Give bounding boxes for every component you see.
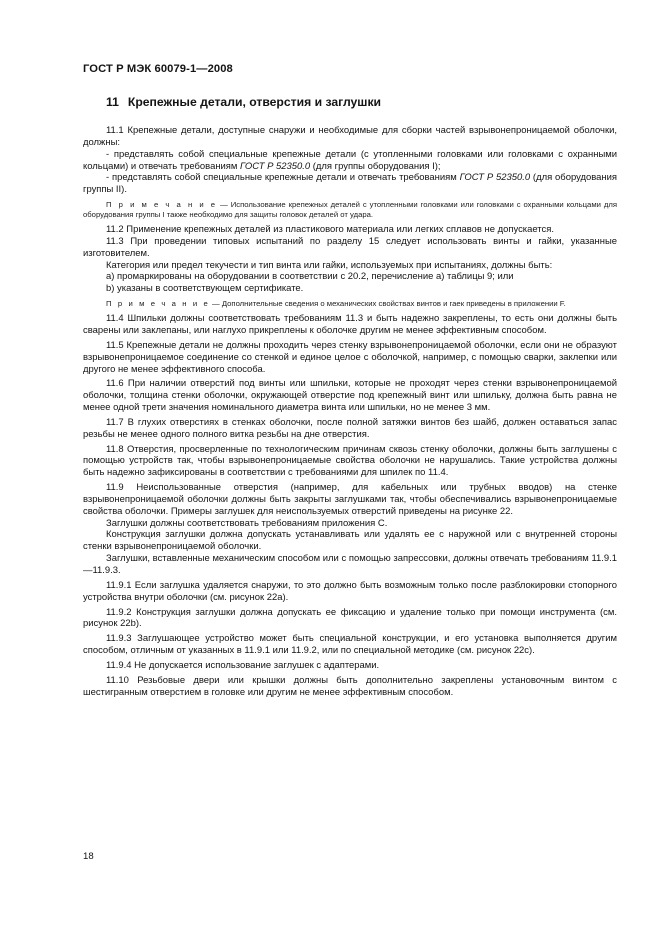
clause-11-6: 11.6 При наличии отверстий под винты или шпильки, которые не проходят через стенки взрывонепроницаемой оболочки, толщина стенки оболочки, окружающей отверстие под крепежный винт или шпильку, должна быть равна не менее одной трети значения номинального диаметра винта или шпильки, но не менее 3 мм. bbox=[83, 378, 617, 414]
document-header: ГОСТ Р МЭК 60079-1—2008 bbox=[83, 63, 233, 75]
clause-11-5: 11.5 Крепежные детали не должны проходить через стенку взрывонепроницаемой оболочки, если они не образуют взрывонепроницаемое соединение со стенкой и единое целое с оболочкой, например, с помощью сварки, заклепки или другого не менее эффективного способа. bbox=[83, 339, 617, 375]
standard-reference: ГОСТ Р 52350.0 bbox=[459, 172, 531, 184]
standard-reference: ГОСТ Р 52350.0 bbox=[240, 160, 311, 172]
clause-11-9-annex: Заглушки должны соответствовать требованиям приложения С. bbox=[106, 517, 388, 529]
note-1: П р и м е ч а н и е — Использование крепежных деталей с утопленными головками или головками с охранными кольцами для оборудования группы I также необходимо для защиты головок деталей от удара. bbox=[83, 200, 617, 220]
note-2: П р и м е ч а н и е — Дополнительные сведения о механических свойствах винтов и гаек приведены в приложении F. bbox=[106, 299, 566, 309]
clause-11-8: 11.8 Отверстия, просверленные по технологическим причинам сквозь стенку оболочки, должны быть заглушены с помощью устройств так, чтобы взрывонепроницаемые свойства оболочки не нарушались. Такие устройства должны быть надежно зафиксированы в соответствии с требованиями для шпилек по 11.4. bbox=[83, 443, 617, 479]
clause-11-9: 11.9 Неиспользованные отверстия (например, для кабельных или трубных вводов) на стенке взрывонепроницаемой оболочки должны быть закрыты заглушками так, чтобы обеспечивались взрывонепроницаемые свойства оболочки. Примеры заглушек для неиспользуемых отверстий приведены на рисунке 22. bbox=[83, 482, 617, 517]
clause-11-1-bullet-2: - представлять собой специальные крепежные детали и отвечать требованиям ГОСТ Р 52350.0 (для оборудования группы II). bbox=[83, 172, 618, 196]
section-number: 11 bbox=[106, 95, 119, 109]
note-label: П р и м е ч а н и е bbox=[106, 200, 218, 210]
clause-11-2: 11.2 Применение крепежных деталей из пластикового материала или легких сплавов не допускается. bbox=[106, 224, 554, 236]
page-number: 18 bbox=[83, 851, 94, 862]
clause-11-3-item-b: b) указаны в соответствующем сертификате. bbox=[106, 283, 304, 295]
clause-11-10: 11.10 Резьбовые двери или крышки должны быть дополнительно закреплены установочным винтом с шестигранным отверстием в головке или другим не менее эффективным способом. bbox=[83, 674, 617, 698]
clause-11-1: 11.1 Крепежные детали, доступные снаружи и необходимые для сборки частей взрывонепроницаемой оболочки, должны: bbox=[83, 125, 617, 148]
note-label: П р и м е ч а н и е bbox=[106, 299, 210, 309]
clause-11-9-1: 11.9.1 Если заглушка удаляется снаружи, то это должно быть возможным только после разблокировки стопорного устройства внутри оболочки (см. рисунок 22a). bbox=[83, 579, 617, 603]
clause-11-9-requirements: Заглушки, вставленные механическим способом или с помощью запрессовки, должны отвечать требованиям 11.9.1—11.9.3. bbox=[83, 553, 617, 576]
clause-11-4: 11.4 Шпильки должны соответствовать требованиям 11.3 и быть надежно закреплены, то есть они должны быть сварены или заклепаны, или наглухо прикреплены к оболочке другим не менее эффективным способом. bbox=[83, 313, 617, 336]
clause-11-9-4: 11.9.4 Не допускается использование заглушек с адаптерами. bbox=[106, 659, 380, 671]
clause-11-3-item-a: a) промаркированы на оборудовании в соответствии с 20.2, перечисление a) таблицы 9; или bbox=[106, 271, 514, 283]
section-heading bbox=[106, 95, 381, 109]
section-title-text: Крепежные детали, отверстия и заглушки bbox=[127, 95, 382, 109]
clause-11-1-bullet-1: - представлять собой специальные крепежные детали (с утопленными головками или головками с охранными кольцами) и отвечать требованиям ГОСТ Р 52350.0 (для группы оборудования I); bbox=[83, 148, 617, 172]
clause-11-9-2: 11.9.2 Конструкция заглушки должна допускать ее фиксацию и удаление только при помощи инструмента (см. рисунок 22b). bbox=[83, 606, 617, 630]
section-body bbox=[83, 125, 617, 698]
clause-11-9-3: 11.9.3 Заглушающее устройство может быть специальной конструкции, и его установка выполняется другим способом, отличным от указанных в 11.9.1 или 11.9.2, или по специальной методике (см. рисунок 22c). bbox=[83, 633, 617, 657]
clause-11-3-requirement: Категория или предел текучести и тип винта или гайки, используемых при испытаниях, должны быть: bbox=[106, 259, 553, 271]
clause-11-9-design: Конструкция заглушки должна допускать устанавливать или удалять ее с наружной или с внутренней стороны стенки взрывонепроницаемой оболочки. bbox=[83, 529, 617, 553]
clause-11-7: 11.7 В глухих отверстиях в стенках оболочки, после полной затяжки винтов без шайб, должен оставаться запас резьбы не менее одного полного витка резьбы на дне отверстия. bbox=[83, 416, 617, 440]
clause-11-3: 11.3 При проведении типовых испытаний по разделу 15 следует использовать винты и гайки, указанные изготовителем. bbox=[83, 235, 617, 259]
